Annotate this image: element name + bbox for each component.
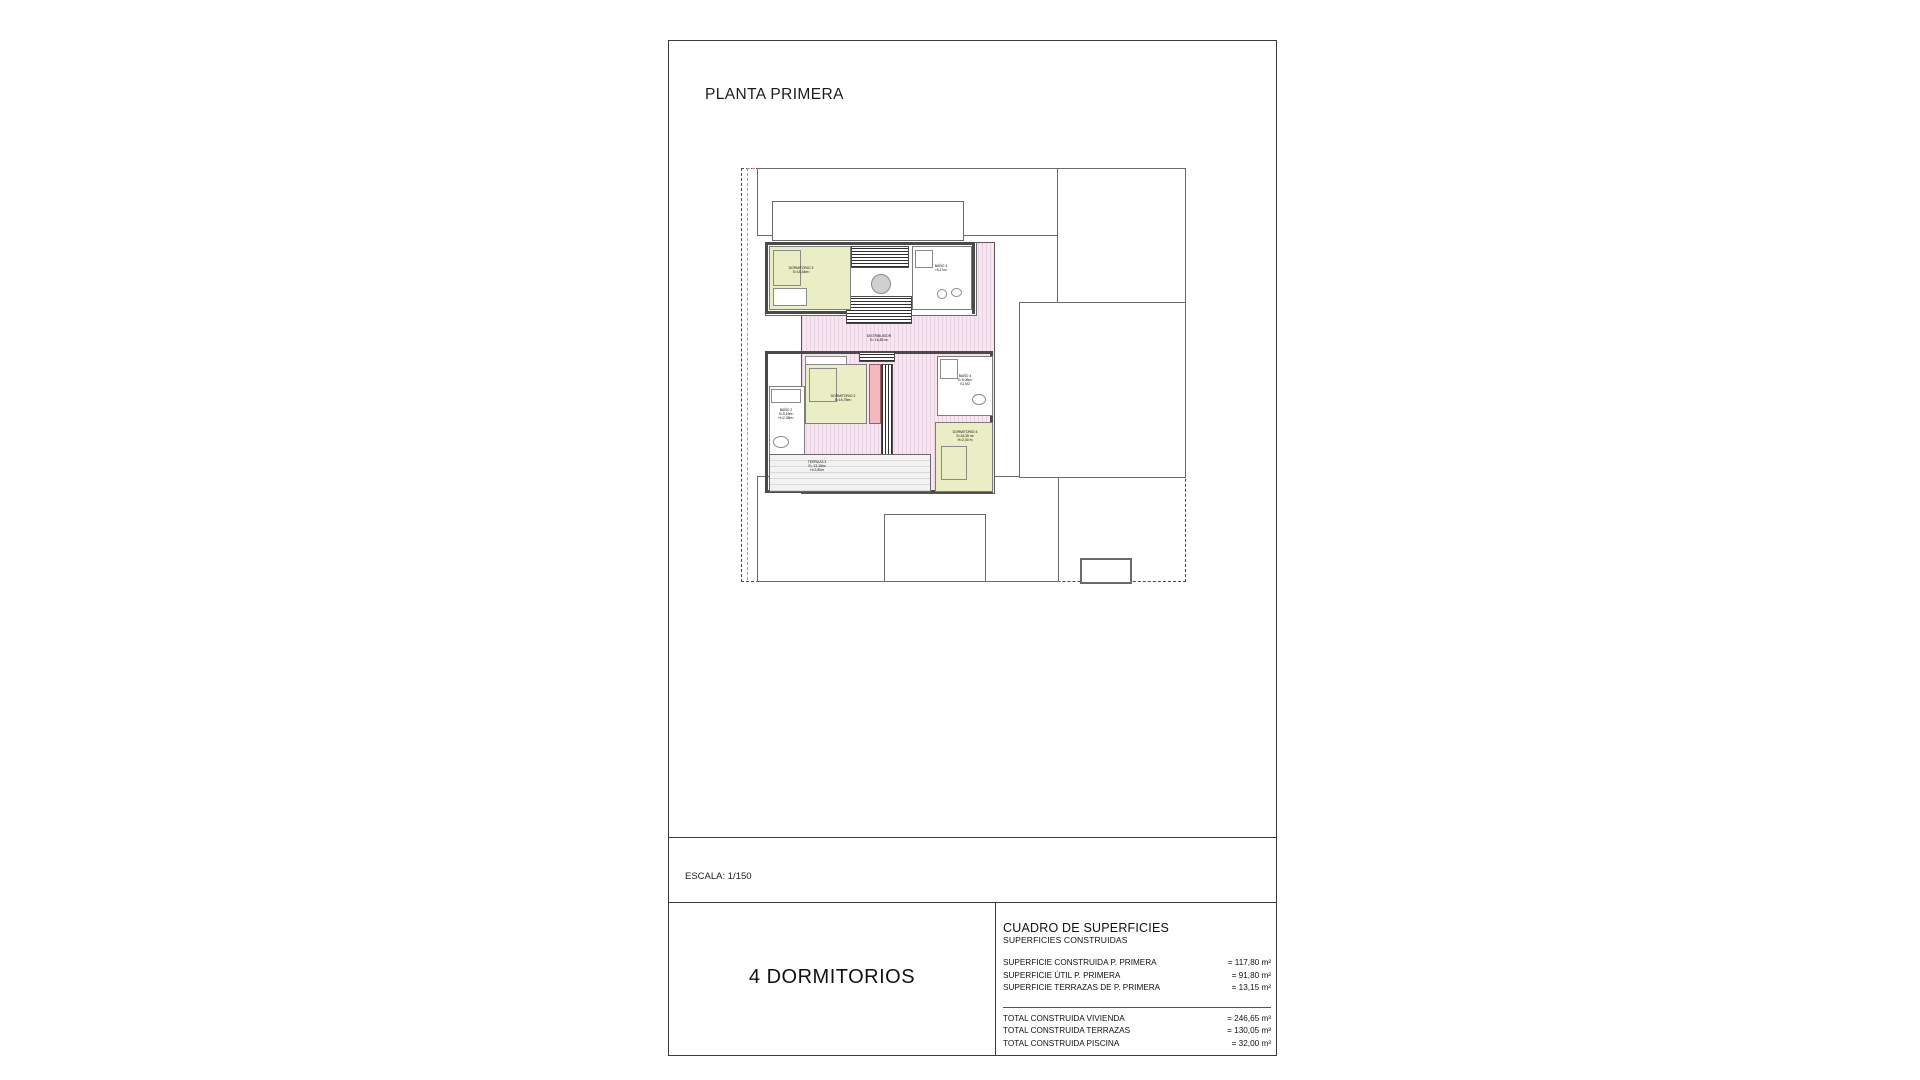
wardrobe-dormitorio2 xyxy=(805,356,847,365)
toilet-bano3 xyxy=(937,289,947,299)
wall-top-left xyxy=(765,242,975,245)
table-row xyxy=(1003,1038,1271,1051)
table-separator xyxy=(1003,1007,1271,1008)
surface-label: SUPERFICIE TERRAZAS DE P. PRIMERA xyxy=(1003,983,1161,992)
divider-line-top xyxy=(669,837,1276,838)
roof-outline-pool xyxy=(884,514,986,582)
total-label: TOTAL CONSTRUIDA VIVIENDA xyxy=(1003,1013,1125,1023)
label-dormitorio4: DORMITORIO 4 S=16,35 m² H=2,40 m xyxy=(952,430,978,443)
total-value: = 246,65 m³ xyxy=(1227,1013,1271,1023)
surface-label: SUPERFICIE ÚTIL P. PRIMERA xyxy=(1003,970,1121,980)
stair-landing-circle xyxy=(871,274,891,294)
sink-bano4 xyxy=(972,394,986,405)
floor-plan-drawing xyxy=(729,146,1209,596)
label-distribuidor: DISTRIBUIDOR S= 16,85 m² xyxy=(866,334,892,343)
surface-label: SUPERFICIE CONSTRUIDA P. PRIMERA xyxy=(1003,958,1157,967)
stair-hatch-mid xyxy=(846,296,912,324)
bed-dormitorio4 xyxy=(941,446,967,480)
label-terraza3: TERRAZA 3 S= 13,15m² H=2,80m xyxy=(807,460,827,473)
surface-value: = 91,80 m² xyxy=(1231,970,1271,980)
surface-value: = 117,80 m² xyxy=(1227,958,1271,967)
table-row xyxy=(1003,957,1271,970)
roof-outline-northeast xyxy=(1057,168,1186,304)
drawing-sheet xyxy=(668,40,1277,1056)
sink-bano3 xyxy=(951,288,962,297)
pool-detail xyxy=(1080,558,1132,584)
scale-text: ESCALA: 1/150 xyxy=(685,871,752,882)
label-bano4: BAÑO 4 S=5,08m² S1 M2 xyxy=(957,374,973,387)
stair-hatch-top xyxy=(851,246,909,268)
wall-right-upper xyxy=(972,242,975,314)
label-bano2: BAÑO 2 S=5,15m² H=2,35m² xyxy=(778,408,794,421)
bedroom-count-label: 4 DORMITORIOS xyxy=(748,966,916,988)
page-title: PLANTA PRIMERA xyxy=(705,86,844,103)
wall-left-lower xyxy=(765,351,768,493)
wall-left-upper xyxy=(765,242,768,314)
table-row xyxy=(1003,1013,1271,1026)
wall-hatch-vertical xyxy=(881,364,893,466)
plot-boundary-pink xyxy=(747,168,748,580)
wardrobe-dormitorio3 xyxy=(773,288,807,306)
wall-hatch-small xyxy=(859,352,895,362)
table-row xyxy=(1003,970,1271,983)
table-row xyxy=(1003,982,1271,995)
sink-bano2 xyxy=(773,436,789,448)
roof-outline-porch xyxy=(772,201,964,241)
total-value: = 130,05 m³ xyxy=(1227,1026,1271,1035)
total-label: TOTAL CONSTRUIDA TERRAZAS xyxy=(1003,1026,1131,1035)
label-dormitorio3: DORMITORIO 3 S=15,44m² xyxy=(788,266,814,275)
surfaces-subtitle: SUPERFICIES CONSTRUIDAS xyxy=(1003,935,1128,945)
bathtub-bano2 xyxy=(771,389,801,403)
divider-line-bottom xyxy=(669,902,1276,903)
table-row xyxy=(1003,1025,1271,1038)
total-value: = 32,00 m³ xyxy=(1231,1038,1271,1048)
surfaces-title: CUADRO DE SUPERFICIES xyxy=(1003,921,1170,935)
label-dormitorio2: DORMITORIO 2 S=16,75m² xyxy=(830,394,856,403)
surface-value: = 13,15 m² xyxy=(1231,983,1271,992)
total-label: TOTAL CONSTRUIDA PISCINA xyxy=(1003,1038,1120,1048)
divider-line-vertical xyxy=(995,902,996,1056)
label-bano3: BAÑO 3 =5,17m² xyxy=(934,264,948,273)
roof-outline-east xyxy=(1019,302,1186,478)
surfaces-table xyxy=(1003,921,1271,1050)
